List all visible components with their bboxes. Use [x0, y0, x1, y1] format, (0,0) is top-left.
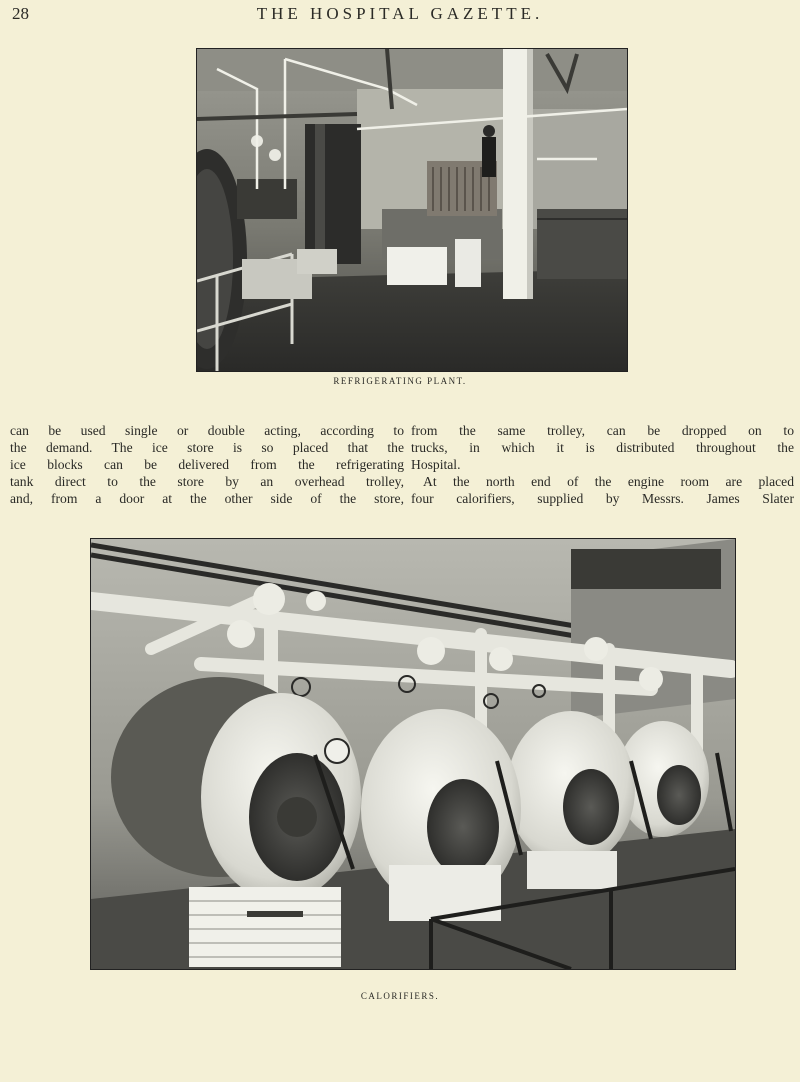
figure-caption-refrigerating-plant: REFRIGERATING PLANT.: [333, 376, 467, 386]
body-line: At the north end of the engine room are placed: [423, 474, 794, 489]
figure-caption-calorifiers: CALORIFIERS.: [360, 991, 440, 1001]
body-line: can be used single or double acting, according to: [10, 423, 404, 438]
body-line: from the same trolley, can be dropped on to: [411, 423, 794, 438]
body-column-right: [411, 422, 794, 507]
body-line: trucks, in which it is distributed throughout the: [411, 440, 794, 455]
body-line: Hospital.: [411, 457, 461, 472]
page-number: 28: [12, 4, 29, 23]
body-column-left: [10, 422, 404, 507]
refrigerating-plant-photo: [196, 48, 628, 372]
body-line: four calorifiers, supplied by Messrs. James Slater: [411, 491, 794, 506]
body-line: ice blocks can be delivered from the refrigerating: [10, 457, 404, 472]
body-line: the demand. The ice store is so placed that the: [10, 440, 404, 455]
running-title: THE HOSPITAL GAZETTE.: [256, 4, 544, 23]
body-line: and, from a door at the other side of the store,: [10, 491, 404, 506]
body-line: tank direct to the store by an overhead trolley,: [10, 474, 404, 489]
calorifiers-photo: [90, 538, 736, 970]
